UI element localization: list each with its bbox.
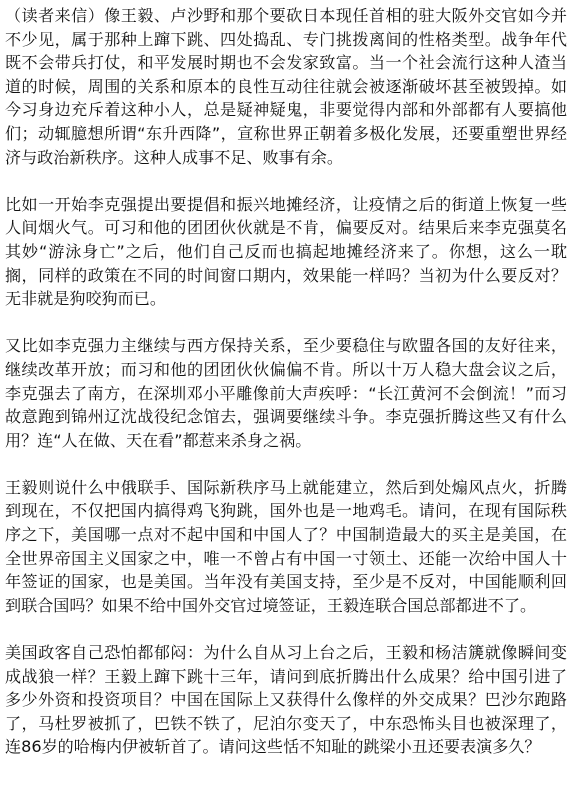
paragraph-1: （读者来信）像王毅、卢沙野和那个要砍日本现任首相的驻大阪外交官如今并不少见，属于那种上蹿下跳、四处捣乱、专门挑拨离间的性格类型。战争年代既不会带兵打仗，和平发展时期也不会发家致富。当一个社会流行这种人渣当道的时候，周围的关系和原本的良性互动往往就会被逐渐破坏甚至被毁掉。如今习身边充斥着这种小人，总是疑神疑鬼，非要觉得内部和外部都有人要搞他们；动辄臆想所谓“东升西降”，宣称世界正朝着多极化发展，还要重塑世界经济与政治新秩序。这种人成事不足、败事有余。: [5, 6, 567, 167]
paragraph-5: 美国政客自己恐怕都郁闷：为什么自从习上台之后，王毅和杨洁篪就像瞬间变成战狼一样？王毅上蹿下跳十三年，请问到底折腾出什么成果？给中国引进了多少外资和投资项目？中国在国际上又获得什么像样的外交成果？巴沙尔跑路了，马杜罗被抓了，巴铁不铁了，尼泊尔变天了，中东恐怖头目也被深理了，连86岁的哈梅内伊被斩首了。请问这些恬不知耻的跳梁小丑还要表演多久？: [5, 643, 567, 757]
paragraph-3: 又比如李克强力主继续与西方保持关系，至少要稳住与欧盟各国的友好往来，继续改革开放；而习和他的团团伙伙偏偏不肯。所以十万人稳大盘会议之后，李克强去了南方，在深圳邓小平雕像前大声疾呼：“长江黄河不会倒流！”而习故意跑到锦州辽沈战役纪念馆去，强调要继续斗争。李克强折腾这些又有什么用？连“人在做、天在看”都惹来杀身之祸。: [5, 336, 567, 450]
paragraph-2: 比如一开始李克强提出要提倡和振兴地摊经济，让疫情之后的街道上恢复一些人间烟火气。可习和他的团团伙伙就是不肯，偏要反对。结果后来李克强莫名其妙“游泳身亡”之后，他们自己反而也搞起地摊经济来了。你想，这么一耽搁，同样的政策在不同的时间窗口期内，效果能一样吗？当初为什么要反对？无非就是狗咬狗而已。: [5, 194, 567, 309]
paragraph-4: 王毅则说什么中俄联手、国际新秩序马上就能建立，然后到处煽风点火，折腾到现在，不仅把国内搞得鸡飞狗跳，国外也是一地鸡毛。请问，在现有国际秩序之下，美国哪一点对不起中国和中国人了？中国制造最大的买主是美国，在全世界帝国主义国家之中，唯一不曾占有中国一寸领土、还能一次给中国人十年签证的国家，也是美国。当年没有美国支持，至少是不反对，中国能顺利回到联合国吗？如果不给中国外交官过境签证，王毅连联合国总部都进不了。: [5, 477, 567, 615]
